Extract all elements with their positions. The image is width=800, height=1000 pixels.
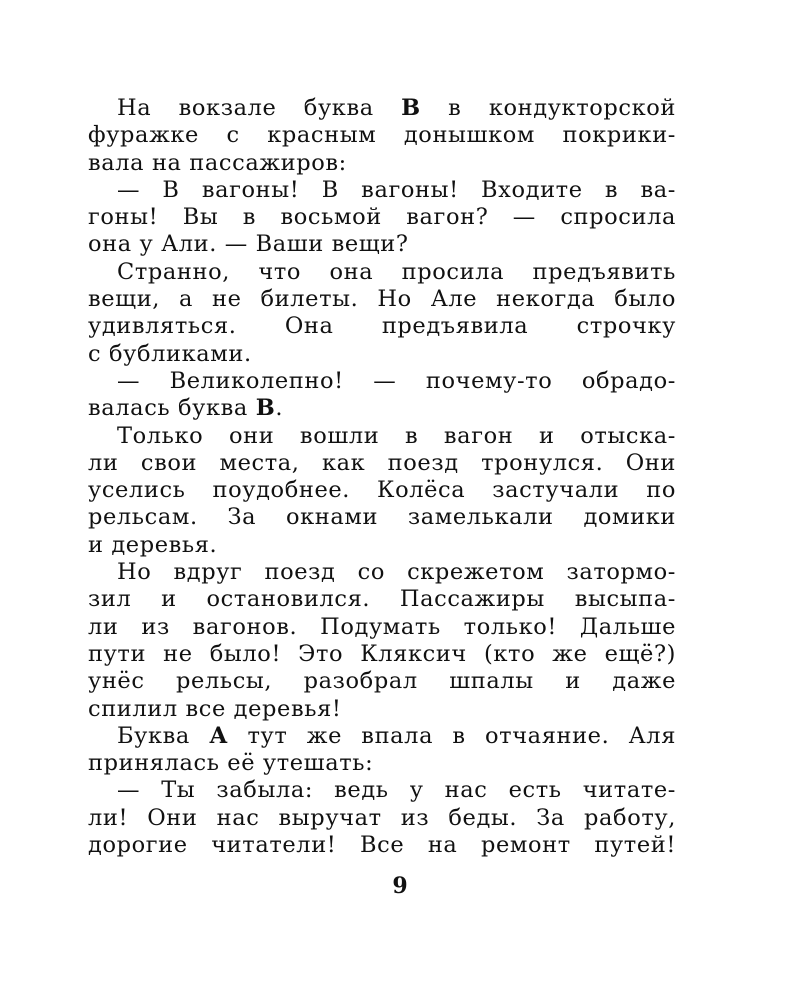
text-line: и деревья. [88, 531, 218, 558]
paragraph [88, 259, 676, 368]
text-line: — Ты забыла: ведь у нас есть читате- [117, 777, 676, 804]
text-line: пути не было! Это Кляксич (кто же ещё?) [88, 640, 676, 667]
text-line: она у Али. — Ваши вещи? [88, 231, 409, 258]
paragraph [88, 723, 676, 778]
bold-letter: В [401, 95, 421, 121]
text-line: уселись поудобнее. Колёса застучали по [88, 477, 676, 504]
page-number: 9 [392, 873, 408, 899]
text-line: ли свои места, как поезд тронулся. Они [88, 449, 676, 476]
text-line: гоны! Вы в восьмой вагон? — спросила [88, 204, 676, 231]
paragraph [88, 95, 676, 177]
text-line: спилил все деревья! [88, 695, 342, 722]
text-line: удивляться. Она предъявила строчку [88, 313, 676, 340]
book-page-text [88, 95, 676, 859]
text-line: Странно, что она просила предъявить [117, 258, 676, 285]
text-line: унёс рельсы, разобрал шпалы и даже [88, 668, 676, 695]
bold-letter: А [209, 722, 229, 749]
text-line: Но вдруг поезд со скрежетом затормо- [117, 559, 676, 586]
text-line: рельсам. За окнами замелькали домики [88, 504, 676, 531]
text-line: Буква А тут же впала в отчаяние. Аля [117, 722, 676, 749]
text-line: зил и остановился. Пассажиры высыпа- [88, 586, 676, 613]
text-line: валась буква В. [88, 395, 284, 422]
text-line: вала на пассажиров: [88, 149, 347, 176]
paragraph [88, 368, 676, 423]
text-line: — Великолепно! — почему-то обрадо- [117, 367, 676, 394]
text-line: дорогие читатели! Все на ремонт путей! [88, 832, 676, 859]
text-line: — В вагоны! В вагоны! Входите в ва- [117, 176, 676, 203]
paragraph [88, 423, 676, 559]
text-line: На вокзале буква В в кондукторской [117, 95, 676, 121]
text-line: ли из вагонов. Подумать только! Дальше [88, 613, 676, 640]
bold-letter: В [255, 395, 276, 422]
paragraph [88, 177, 676, 259]
text-line: фуражке с красным донышком покрики- [88, 122, 676, 149]
text-line: принялась её утешать: [88, 750, 374, 777]
text-line: ли! Они нас выручат из беды. За работу, [88, 804, 676, 831]
paragraph [88, 777, 676, 859]
text-line: с бубликами. [88, 340, 252, 367]
paragraph [88, 559, 676, 723]
text-line: Только они вошли в вагон и отыска- [117, 422, 676, 449]
text-line: вещи, а не билеты. Но Але некогда было [88, 286, 676, 313]
